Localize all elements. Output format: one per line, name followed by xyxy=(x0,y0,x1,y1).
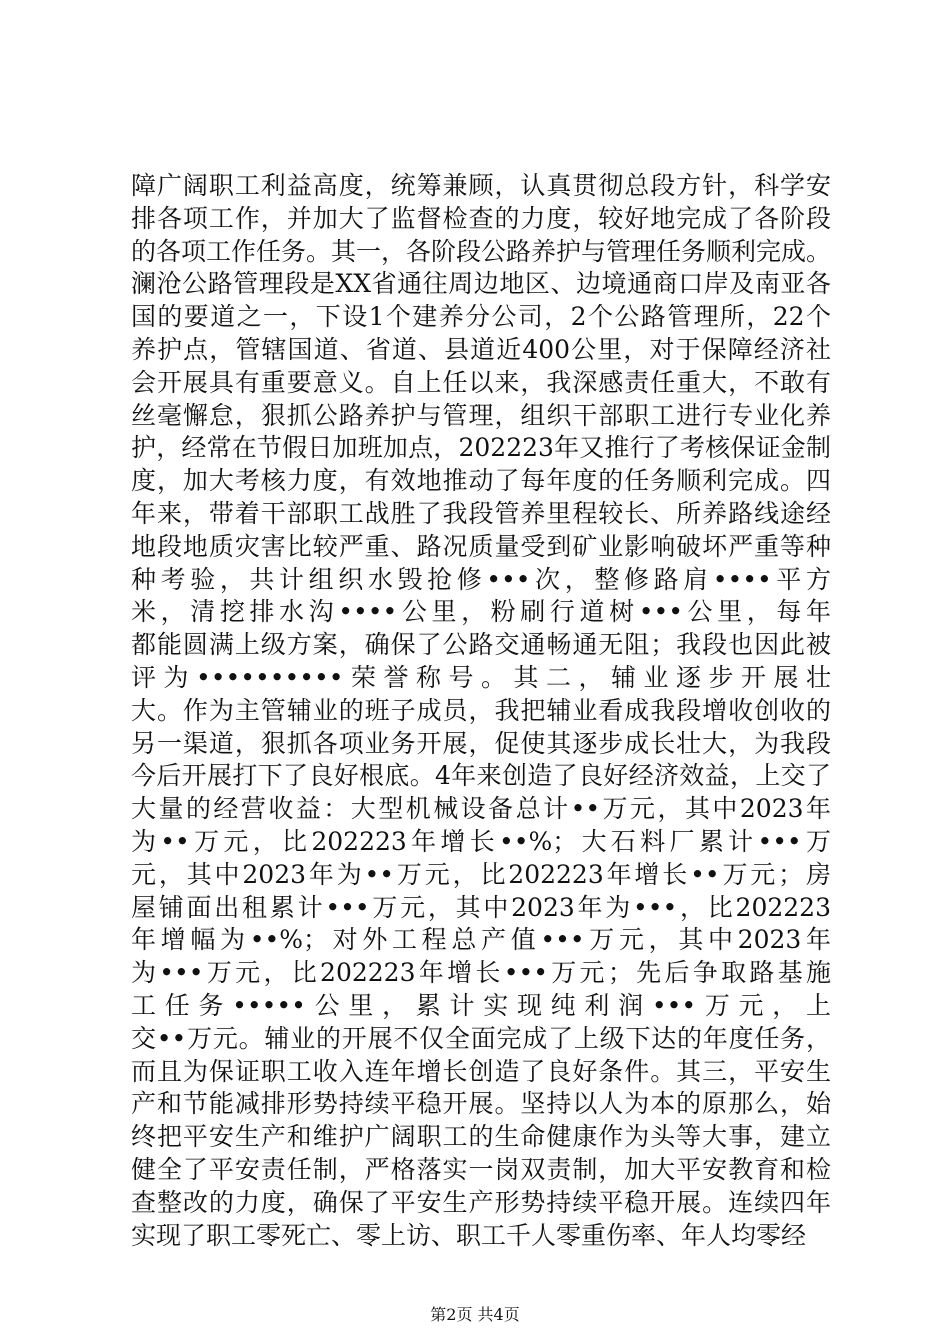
text-line: 评为••••••••••荣誉称号。其二，辅业逐步开展壮 xyxy=(131,662,831,692)
text-line: 而且为保证职工收入连年增长创造了良好条件。其三，平安生 xyxy=(131,1056,831,1086)
text-line: 另一渠道，狠抓各项业务开展，促使其逐步成长壮大，为我段 xyxy=(131,728,831,758)
text-line: 元，其中2023年为••万元，比202223年增长••万元；房 xyxy=(131,859,831,889)
text-line: 工任务•••••公里，累计实现纯利润•••万元，上 xyxy=(131,990,831,1020)
text-line: 地段地质灾害比较严重、路况质量受到矿业影响破坏严重等种 xyxy=(131,531,831,561)
text-line: 大。作为主管辅业的班子成员，我把辅业看成我段增收创收的 xyxy=(131,695,831,725)
text-line: 的各项工作任务。其一，各阶段公路养护与管理任务顺利完成。 xyxy=(131,236,832,266)
text-line: 澜沧公路管理段是XX省通往周边地区、边境通商口岸及南亚各 xyxy=(131,269,831,299)
text-line: 排各项工作，并加大了监督检查的力度，较好地完成了各阶段 xyxy=(131,203,831,233)
text-line: 种考验，共计组织水毁抢修•••次，整修路肩••••平方 xyxy=(131,564,831,594)
text-line: 会开展具有重要意义。自上任以来，我深感责任重大，不敢有 xyxy=(131,367,831,397)
text-line: 养护点，管辖国道、省道、县道近400公里，对于保障经济社 xyxy=(131,334,831,364)
text-line: 障广阔职工利益高度，统筹兼顾，认真贯彻总段方针，科学安 xyxy=(131,171,831,200)
text-line: 都能圆满上级方案，确保了公路交通畅通无阻；我段也因此被 xyxy=(131,630,831,660)
text-line: 年来，带着干部职工战胜了我段管养里程较长、所养路线途经 xyxy=(131,498,831,528)
text-line: 今后开展打下了良好根底。4年来创造了良好经济效益，上交了 xyxy=(131,761,831,791)
text-line: 护，经常在节假日加班加点，202223年又推行了考核保证金制 xyxy=(131,433,831,463)
text-line: 交••万元。辅业的开展不仅全面完成了上级下达的年度任务， xyxy=(131,1023,831,1053)
page-number-footer: 第2页 共4页 xyxy=(430,1305,520,1324)
text-line: 度，加大考核力度，有效地推动了每年度的任务顺利完成。四 xyxy=(131,466,831,496)
text-line: 米，清挖排水沟••••公里，粉刷行道树•••公里，每年 xyxy=(131,597,831,627)
text-line: 年增幅为••%；对外工程总产值•••万元，其中2023年 xyxy=(131,925,831,955)
text-line: 健全了平安责任制，严格落实一岗双责制，加大平安教育和检 xyxy=(131,1154,831,1184)
text-line: 丝毫懈怠，狠抓公路养护与管理，组织干部职工进行专业化养 xyxy=(131,400,831,430)
text-line: 国的要道之一，下设1个建养分公司，2个公路管理所，22个 xyxy=(131,302,831,332)
text-line: 产和节能减排形势持续平稳开展。坚持以人为本的原那么，始 xyxy=(131,1089,831,1119)
text-line: 实现了职工零死亡、零上访、职工千人零重伤率、年人均零经 xyxy=(131,1220,807,1250)
text-line: 为••万元，比202223年增长••%；大石料厂累计•••万 xyxy=(131,826,831,856)
text-line: 查整改的力度，确保了平安生产形势持续平稳开展。连续四年 xyxy=(131,1187,831,1217)
text-line: 终把平安生产和维护广阔职工的生命健康作为头等大事，建立 xyxy=(131,1122,831,1152)
text-line: 屋铺面出租累计•••万元，其中2023年为•••，比202223 xyxy=(131,892,831,922)
body-text xyxy=(131,170,831,1252)
text-line: 为•••万元，比202223年增长•••万元；先后争取路基施 xyxy=(131,958,831,988)
text-line: 大量的经营收益：大型机械设备总计••万元，其中2023年 xyxy=(131,794,831,824)
